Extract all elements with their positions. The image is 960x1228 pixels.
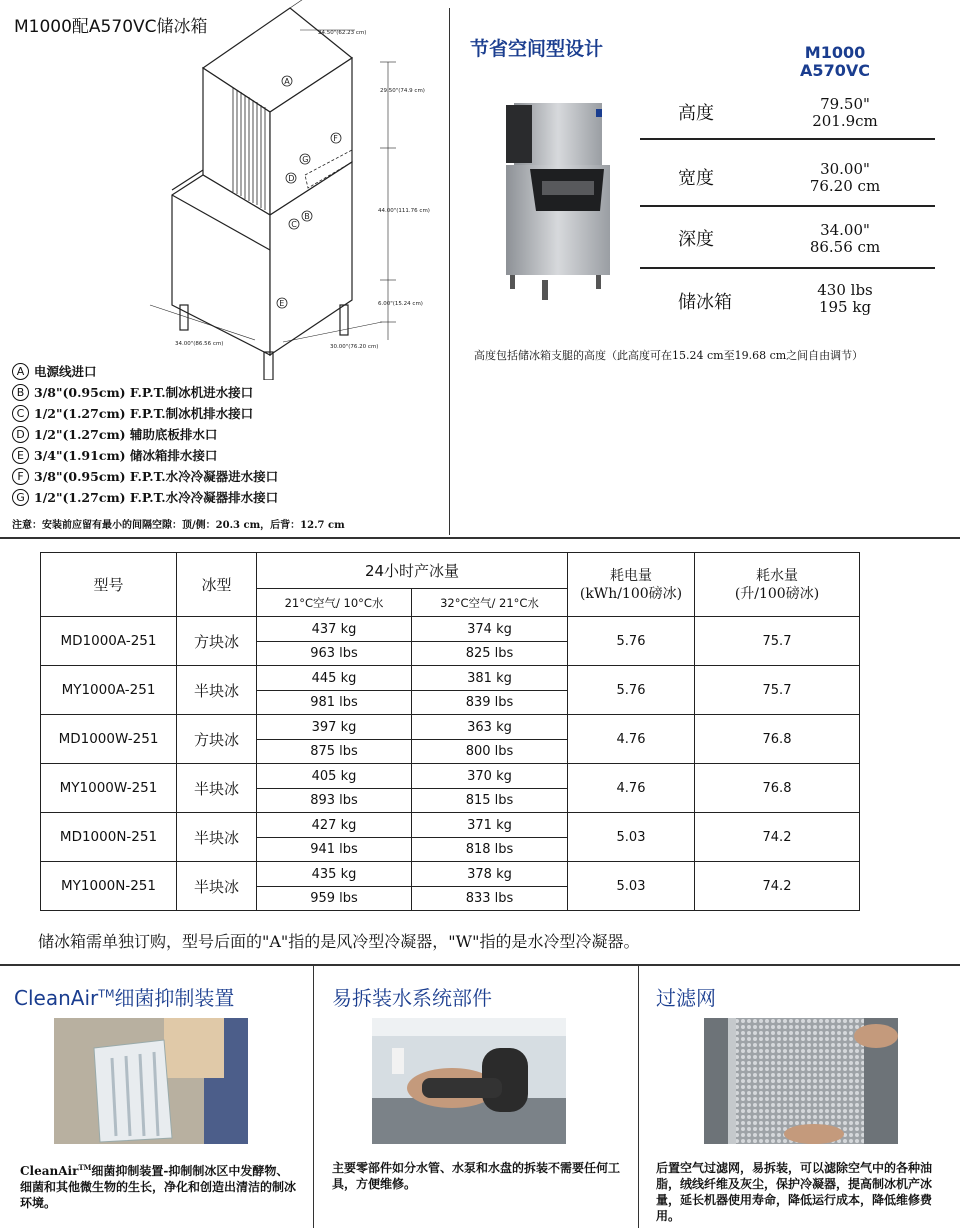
spec-width xyxy=(640,160,935,222)
legend-text: 电源线进口 xyxy=(34,364,97,379)
dim-height-bin: 44.00"(111.76 cm) xyxy=(378,208,430,214)
cleanair-photo xyxy=(54,1018,248,1144)
cell-prod-a-lbs: 875 lbs xyxy=(257,740,412,764)
marker-b: B xyxy=(304,212,310,221)
legend-item xyxy=(12,487,278,508)
dimension-diagram xyxy=(20,0,440,380)
cell-ice-type: 半块冰 xyxy=(177,862,257,911)
legend-text: 3/8"(0.95cm) F.P.T.水冷冷凝器进水接口 xyxy=(34,469,279,484)
cell-model: MY1000N-251 xyxy=(41,862,177,911)
cell-model: MD1000N-251 xyxy=(41,813,177,862)
cell-power: 4.76 xyxy=(568,764,695,813)
cell-power: 5.03 xyxy=(568,862,695,911)
section-title-filter: 过滤网 xyxy=(656,986,716,1010)
table-row xyxy=(41,813,860,838)
cell-prod-b-lbs: 800 lbs xyxy=(412,740,568,764)
table-row xyxy=(41,617,860,642)
header-cond-1: 21°C空气/ 10°C水 xyxy=(257,589,412,617)
header-model: 型号 xyxy=(41,553,177,617)
page-title: M1000配A570VC储冰箱 xyxy=(14,17,208,37)
cell-prod-a-kg: 445 kg xyxy=(257,666,412,691)
cell-ice-type: 半块冰 xyxy=(177,813,257,862)
cell-prod-b-kg: 363 kg xyxy=(412,715,568,740)
header-water: 耗水量 (升/100磅冰) xyxy=(695,553,860,617)
marker-f: F xyxy=(333,134,338,143)
cell-prod-b-lbs: 833 lbs xyxy=(412,887,568,911)
header-power: 耗电量 (kWh/100磅冰) xyxy=(568,553,695,617)
spec-value: 430 lbs 195 kg xyxy=(817,281,873,316)
connection-legend xyxy=(12,361,278,508)
cell-ice-type: 方块冰 xyxy=(177,715,257,764)
section-title-water-parts: 易拆装水系统部件 xyxy=(332,986,492,1010)
table-row xyxy=(41,715,860,740)
legend-text: 1/2"(1.27cm) 辅助底板排水口 xyxy=(34,427,218,442)
legend-item xyxy=(12,466,278,487)
cell-prod-b-lbs: 818 lbs xyxy=(412,838,568,862)
height-note: 高度包括储冰箱支腿的高度（此高度可在15.24 cm至19.68 cm之间自由调节） xyxy=(474,349,864,362)
cell-prod-b-kg: 370 kg xyxy=(412,764,568,789)
cell-water: 76.8 xyxy=(695,764,860,813)
model-line-2: A570VC xyxy=(800,61,870,80)
legend-item xyxy=(12,424,278,445)
horizontal-divider xyxy=(0,537,960,539)
legend-item xyxy=(12,361,278,382)
water-parts-photo xyxy=(372,1018,566,1144)
dim-depth: 34.00"(86.56 cm) xyxy=(175,341,224,347)
header-ice-type: 冰型 xyxy=(177,553,257,617)
cell-prod-b-lbs: 825 lbs xyxy=(412,642,568,666)
marker-a: A xyxy=(284,77,290,86)
spec-value: 79.50" 201.9cm xyxy=(812,95,878,130)
spec-value: 30.00" 76.20 cm xyxy=(809,160,881,195)
legend-text: 1/2"(1.27cm) F.P.T.水冷冷凝器排水接口 xyxy=(34,490,279,505)
spec-label: 储冰箱 xyxy=(678,292,732,313)
cell-ice-type: 方块冰 xyxy=(177,617,257,666)
product-image xyxy=(500,95,620,305)
divider xyxy=(640,267,935,269)
letter-d-icon: D xyxy=(12,426,29,443)
vertical-divider xyxy=(449,8,450,535)
model-heading xyxy=(780,44,890,80)
cell-model: MY1000A-251 xyxy=(41,666,177,715)
spec-label: 宽度 xyxy=(678,168,714,189)
spec-label: 深度 xyxy=(678,229,714,250)
cell-prod-a-kg: 435 kg xyxy=(257,862,412,887)
cell-prod-b-lbs: 815 lbs xyxy=(412,789,568,813)
letter-e-icon: E xyxy=(12,447,29,464)
spec-bin xyxy=(640,282,935,344)
cell-power: 4.76 xyxy=(568,715,695,764)
dim-width: 24.50"(62.23 cm) xyxy=(318,30,367,36)
cell-water: 74.2 xyxy=(695,813,860,862)
cell-prod-a-kg: 397 kg xyxy=(257,715,412,740)
legend-item xyxy=(12,382,278,403)
section-title-space-saving: 节省空间型设计 xyxy=(470,38,604,60)
header-production: 24小时产冰量 xyxy=(257,553,568,589)
cell-model: MY1000W-251 xyxy=(41,764,177,813)
cell-model: MD1000A-251 xyxy=(41,617,177,666)
legend-text: 3/8"(0.95cm) F.P.T.制冰机进水接口 xyxy=(34,385,254,400)
spec-value: 34.00" 86.56 cm xyxy=(809,221,881,256)
cell-prod-a-lbs: 981 lbs xyxy=(257,691,412,715)
dim-height-leg: 6.00"(15.24 cm) xyxy=(378,301,423,307)
table-row xyxy=(41,862,860,887)
letter-b-icon: B xyxy=(12,384,29,401)
table-footnote: 储冰箱需单独订购，型号后面的"A"指的是风冷型冷凝器，"W"指的是水冷型冷凝器。 xyxy=(38,932,640,951)
table-row xyxy=(41,764,860,789)
table-row xyxy=(41,666,860,691)
cell-model: MD1000W-251 xyxy=(41,715,177,764)
cell-prod-a-lbs: 941 lbs xyxy=(257,838,412,862)
cell-ice-type: 半块冰 xyxy=(177,764,257,813)
dim-height-top: 29.50"(74.9 cm) xyxy=(380,88,425,94)
legend-text: 3/4"(1.91cm) 储冰箱排水接口 xyxy=(34,448,218,463)
cell-prod-b-kg: 374 kg xyxy=(412,617,568,642)
divider xyxy=(640,205,935,207)
cell-power: 5.76 xyxy=(568,666,695,715)
legend-item xyxy=(12,403,278,424)
spec-height xyxy=(640,95,935,157)
header-cond-2: 32°C空气/ 21°C水 xyxy=(412,589,568,617)
dim-width-bottom: 30.00"(76.20 cm) xyxy=(330,344,379,350)
section-title-cleanair: CleanAir™细菌抑制装置 xyxy=(14,986,235,1010)
cell-prod-b-lbs: 839 lbs xyxy=(412,691,568,715)
cell-prod-a-kg: 437 kg xyxy=(257,617,412,642)
water-parts-text: 主要零部件如分水管、水泵和水盘的拆装不需要任何工具，方便维修。 xyxy=(332,1161,621,1191)
cell-prod-b-kg: 378 kg xyxy=(412,862,568,887)
cell-water: 75.7 xyxy=(695,666,860,715)
cell-prod-b-kg: 381 kg xyxy=(412,666,568,691)
cleanair-text: CleanAir™细菌抑制装置-抑制制冰区中发酵物、细菌和其他微生物的生长，净化和创造出清洁的制冰环境。 xyxy=(20,1163,297,1210)
cell-prod-a-lbs: 893 lbs xyxy=(257,789,412,813)
marker-e: E xyxy=(279,299,285,308)
cell-power: 5.03 xyxy=(568,813,695,862)
letter-a-icon: A xyxy=(12,363,29,380)
production-table xyxy=(40,552,860,911)
cell-prod-a-kg: 405 kg xyxy=(257,764,412,789)
legend-item xyxy=(12,445,278,466)
vertical-divider xyxy=(313,966,314,1228)
letter-g-icon: G xyxy=(12,489,29,506)
cell-ice-type: 半块冰 xyxy=(177,666,257,715)
letter-f-icon: F xyxy=(12,468,29,485)
legend-text: 1/2"(1.27cm) F.P.T.制冰机排水接口 xyxy=(34,406,254,421)
cell-water: 75.7 xyxy=(695,617,860,666)
filter-photo xyxy=(704,1018,898,1144)
spec-depth xyxy=(640,221,935,283)
horizontal-divider xyxy=(0,964,960,966)
marker-g: G xyxy=(302,155,309,164)
marker-d: D xyxy=(288,174,295,183)
clearance-note: 注意：安装前应留有最小的间隔空隙：顶/侧：20.3 cm，后背：12.7 cm xyxy=(12,520,345,531)
cell-power: 5.76 xyxy=(568,617,695,666)
marker-c: C xyxy=(291,220,297,229)
divider xyxy=(640,138,935,140)
cell-water: 74.2 xyxy=(695,862,860,911)
model-line-1: M1000 xyxy=(804,43,866,62)
cell-prod-a-lbs: 959 lbs xyxy=(257,887,412,911)
cell-prod-a-lbs: 963 lbs xyxy=(257,642,412,666)
vertical-divider xyxy=(638,966,639,1228)
cell-prod-b-kg: 371 kg xyxy=(412,813,568,838)
spec-label: 高度 xyxy=(678,103,714,124)
filter-text: 后置空气过滤网，易拆装，可以滤除空气中的各种油脂，绒线纤维及灰尘，保护冷凝器，提高制冰机产冰量，延长机器使用寿命，降低运行成本，降低维修费用。 xyxy=(656,1161,933,1223)
letter-c-icon: C xyxy=(12,405,29,422)
cell-prod-a-kg: 427 kg xyxy=(257,813,412,838)
cell-water: 76.8 xyxy=(695,715,860,764)
